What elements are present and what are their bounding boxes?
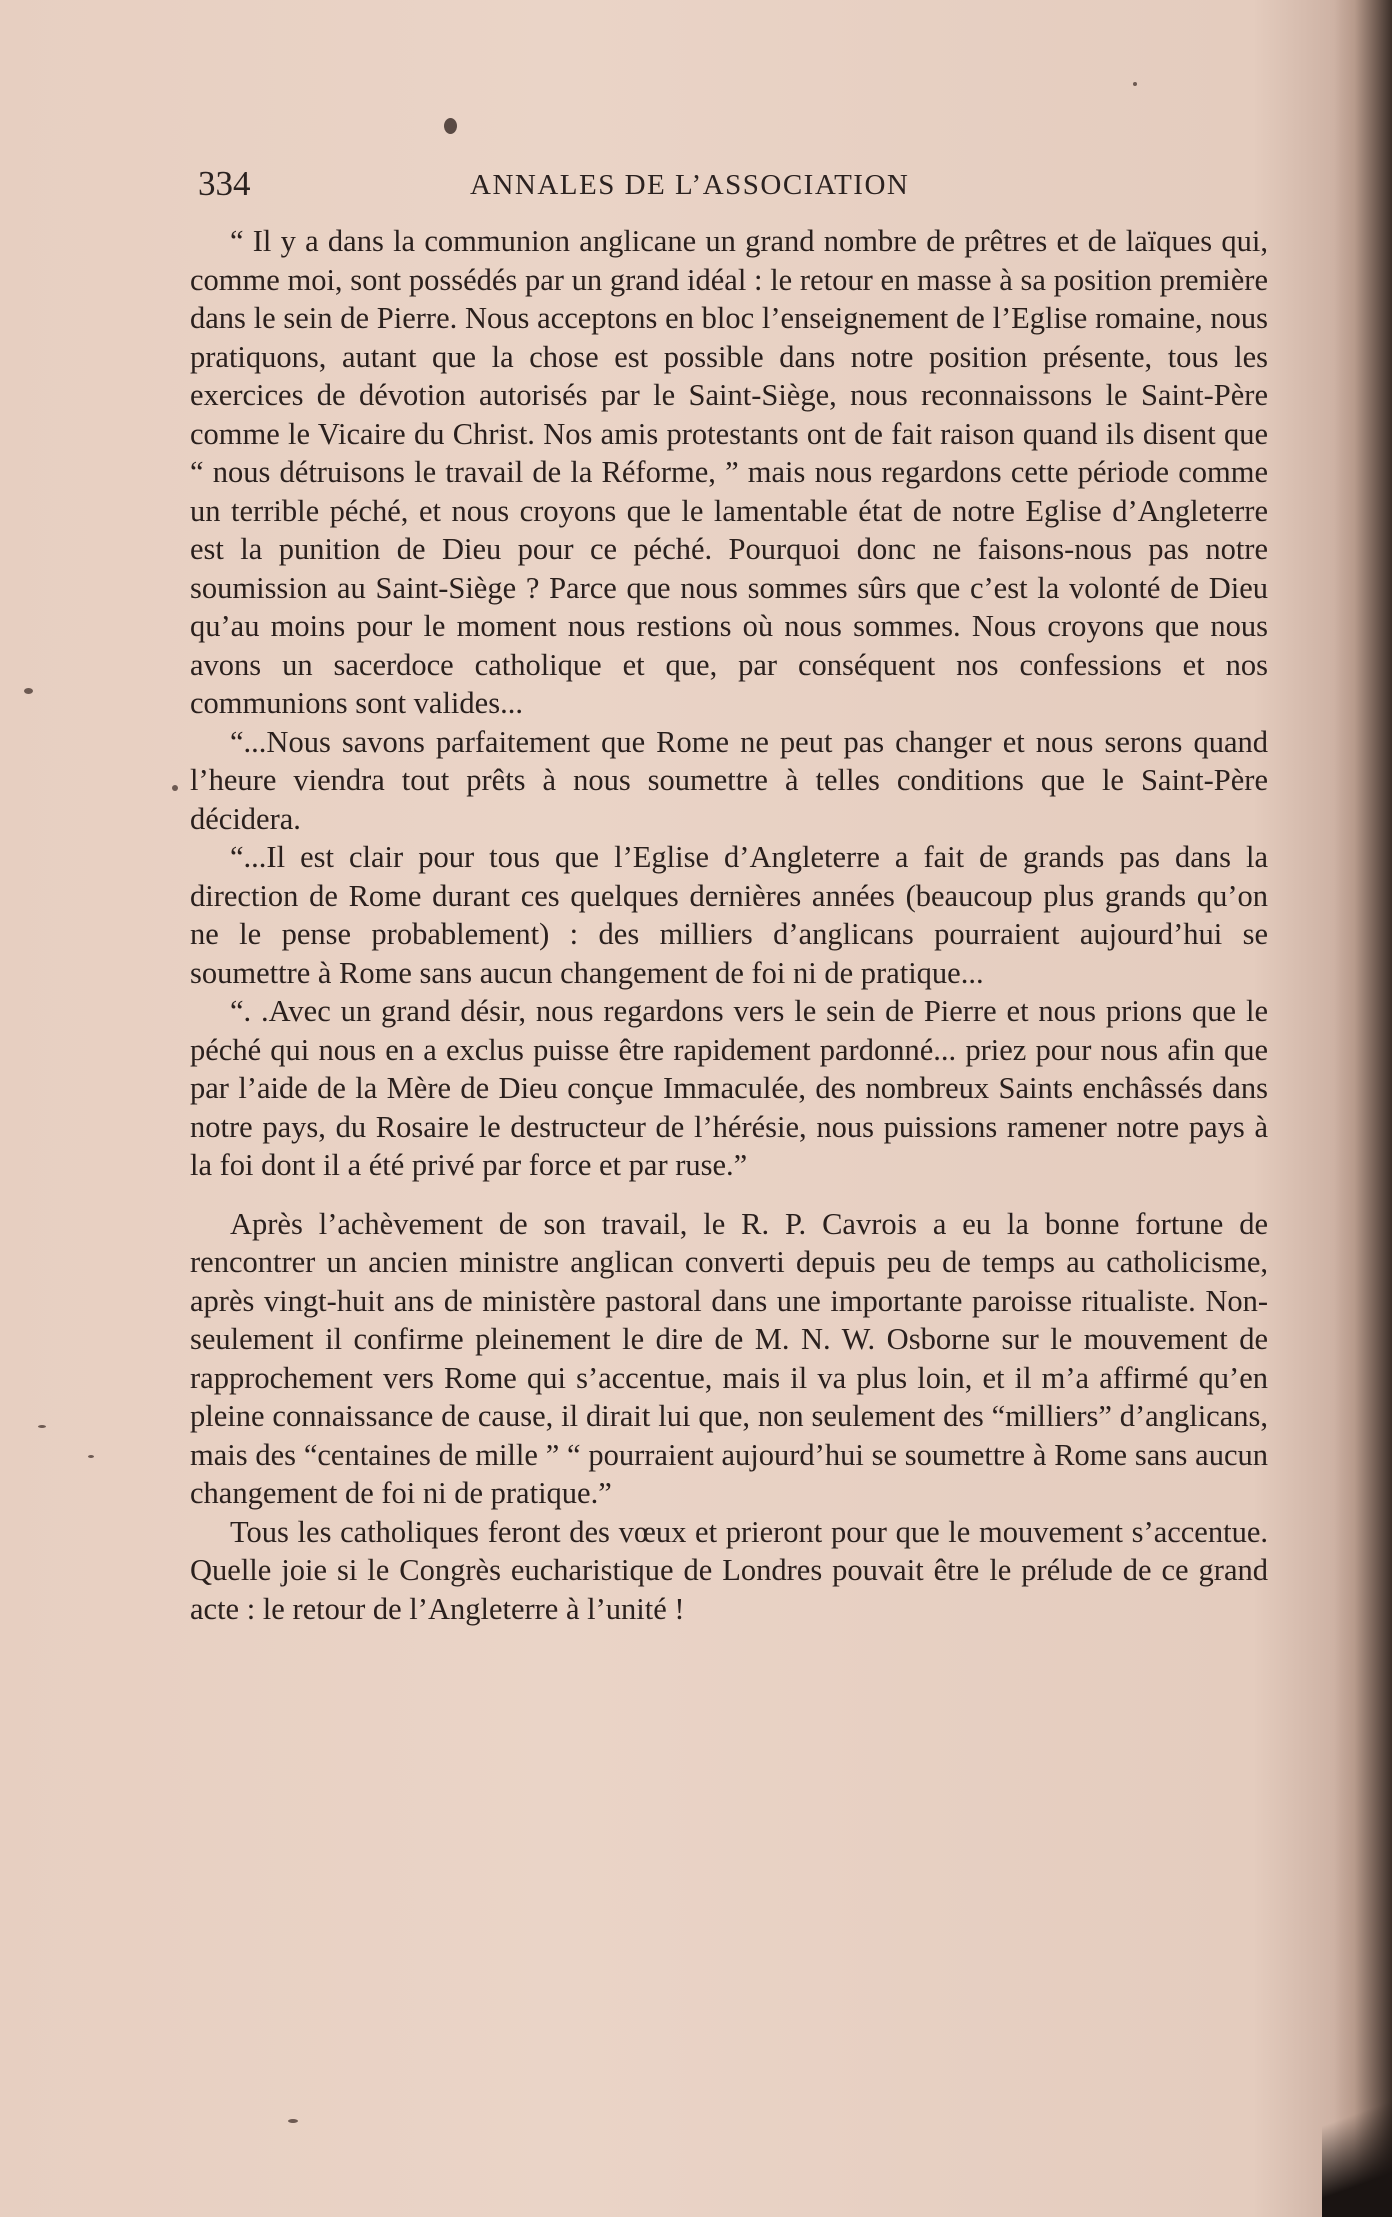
paper-speck bbox=[172, 785, 178, 791]
running-head: ANNALES DE L’ASSOCIATION bbox=[470, 169, 910, 201]
paper-speck bbox=[288, 2119, 298, 2123]
page-header bbox=[198, 162, 1278, 210]
paper-speck bbox=[24, 688, 33, 694]
paragraph-quote-3: “...Il est clair pour tous que l’Eglise d’Angleterre a fait de grands pas dans la direction de Rome durant ces quelques dernières années (beaucoup plus grands qu’on ne le pense probablement) : des milliers d’anglicans pourraient aujourd’hui se soumettre à Rome sans aucun changement de foi ni de pratique... bbox=[190, 840, 1268, 990]
paragraph-conclusion: Tous les catholiques feront des vœux et prieront pour que le mouvement s’accentue. Quelle joie si le Congrès eucharistique de Londres pouvait être le prélude de ce grand acte : le retour de l’Angleterre à l’unité ! bbox=[190, 1514, 1268, 1626]
paper-speck bbox=[1133, 82, 1137, 86]
page-number: 334 bbox=[198, 164, 251, 203]
paragraph-quote-2: “...Nous savons parfaitement que Rome ne peut pas changer et nous serons quand l’heure viendra tout prêts à nous soumettre à telles conditions que le Saint-Père décidera. bbox=[190, 724, 1268, 836]
page-edge-shadow bbox=[1334, 0, 1392, 2217]
paper-speck bbox=[88, 1455, 94, 1458]
paragraph-quote-4: “. .Avec un grand désir, nous regardons vers le sein de Pierre et nous prions que le péché qui nous en a exclus puisse être rapidement pardonné... priez pour nous afin que par l’aide de la Mère de Dieu conçue Immaculée, des nombreux Saints enchâssés dans notre pays, du Rosaire le destructeur de l’hérésie, nous puissions ramener notre pays à la foi dont il a été privé par force et par ruse.” bbox=[190, 994, 1268, 1182]
paragraph-quote-1: “ Il y a dans la communion anglicane un grand nombre de prêtres et de laïques qui, comme moi, sont possédés par un grand idéal : le retour en masse à sa position première dans le sein de Pierre. Nous acceptons en bloc l’enseignement de l’Eglise romaine, nous pratiquons, autant que la chose est possible dans notre position présente, tous les exercices de dévotion autorisés par le Saint-Siège, nous reconnaissons le Saint-Père comme le Vicaire du Christ. Nos amis protestants ont de fait raison quand ils disent que “ nous détruisons le travail de la Réforme, ” mais nous regardons cette période comme un terrible péché, et nous croyons que le lamentable état de notre Eglise d’Angleterre est la punition de Dieu pour ce péché. Pourquoi donc ne faisons-nous pas notre soumission au Saint-Siège ? Parce que nous sommes sûrs que c’est la volonté de Dieu qu’au moins pour le moment nous restions où nous sommes. Nous croyons que nous avons un sacerdoce catholique et que, par conséquent nos confessions et nos communions sont valides... bbox=[190, 224, 1268, 720]
paper-speck bbox=[38, 1425, 46, 1428]
page-corner-shadow bbox=[1322, 2097, 1392, 2217]
paragraph-narrative: Après l’achèvement de son travail, le R. P. Cavrois a eu la bonne fortune de rencontrer un ancien ministre anglican converti depuis peu de temps au catholicisme, après vingt-huit ans de ministère pastoral dans une importante paroisse ritualiste. Non-seulement il confirme pleinement le dire de M. N. W. Osborne sur le mouvement de rapprochement vers Rome qui s’accentue, mais il va plus loin, et il m’a affirmé qu’en pleine connaissance de cause, il dirait lui que, non seulement des “milliers” d’anglicans, mais des “centaines de mille ” “ pourraient aujourd’hui se soumettre à Rome sans aucun changement de foi ni de pratique.” bbox=[190, 1206, 1268, 1510]
body-text bbox=[190, 222, 1268, 1628]
ink-spot bbox=[444, 118, 457, 134]
